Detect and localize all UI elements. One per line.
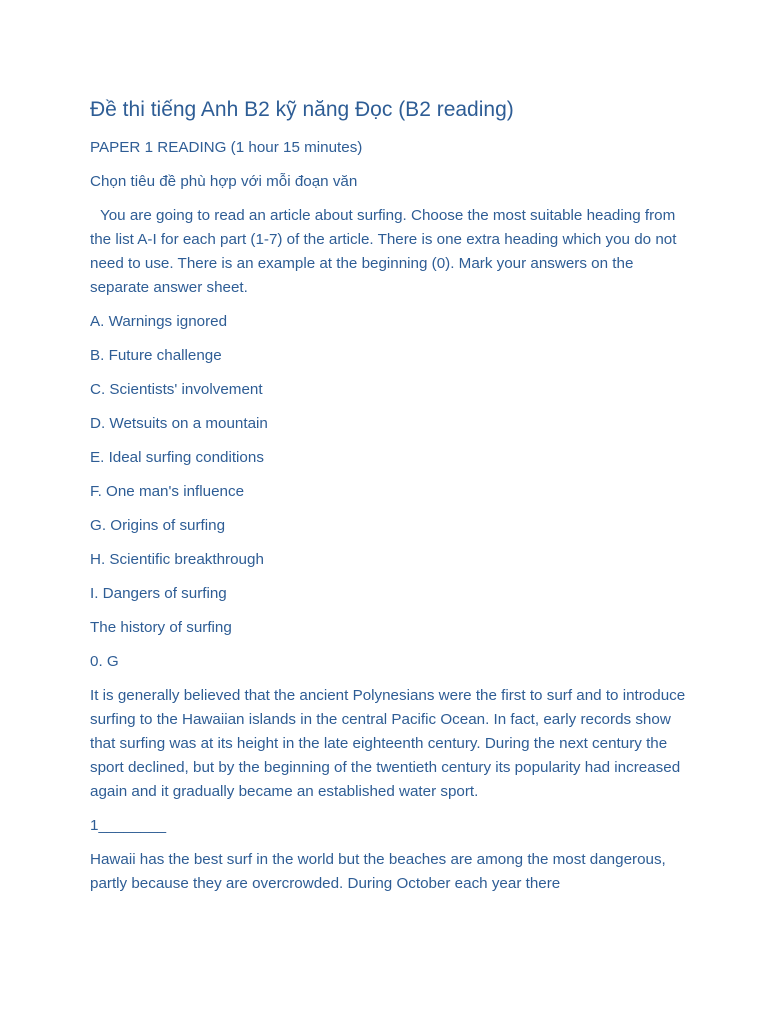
- answer-blank-1: 1________: [90, 817, 167, 834]
- heading-option: A. Warnings ignored: [90, 313, 228, 330]
- heading-option: F. One man's influence: [90, 483, 245, 500]
- paragraph-1: Hawaii has the best surf in the world but the beaches are among the most dangerous, partly because they are overcrowded. During October each year there: [90, 851, 666, 892]
- heading-option: G. Origins of surfing: [90, 517, 226, 534]
- article-title: The history of surfing: [90, 619, 232, 636]
- example-answer: 0. G: [90, 653, 119, 670]
- heading-option: E. Ideal surfing conditions: [90, 449, 264, 466]
- heading-option: D. Wetsuits on a mountain: [90, 415, 268, 432]
- instruction-english: You are going to read an article about surfing. Choose the most suitable heading from the list A-I for each part (1-7) of the article. There is one extra heading which you do not need to use. There is an example at the beginning (0). Mark your answers on the separate answer sheet.: [90, 207, 677, 296]
- document-title: Đề thi tiếng Anh B2 kỹ năng Đọc (B2 reading): [90, 98, 514, 121]
- paper-line: PAPER 1 READING (1 hour 15 minutes): [90, 139, 363, 156]
- heading-option: B. Future challenge: [90, 347, 222, 364]
- paragraph-0: It is generally believed that the ancient Polynesians were the first to surf and to introduce surfing to the Hawaiian islands in the central Pacific Ocean. In fact, early records show that surfing was at its height in the late eighteenth century. During the next century the sport declined, but by the beginning of the twentieth century its popularity had increased again and it gradually became an established water sport.: [90, 687, 686, 800]
- heading-option: I. Dangers of surfing: [90, 585, 227, 602]
- document-body: [90, 94, 686, 906]
- heading-option: H. Scientific breakthrough: [90, 551, 264, 568]
- heading-option: C. Scientists' involvement: [90, 381, 263, 398]
- instruction-vietnamese: Chọn tiêu đề phù hợp với mỗi đoạn văn: [90, 173, 358, 190]
